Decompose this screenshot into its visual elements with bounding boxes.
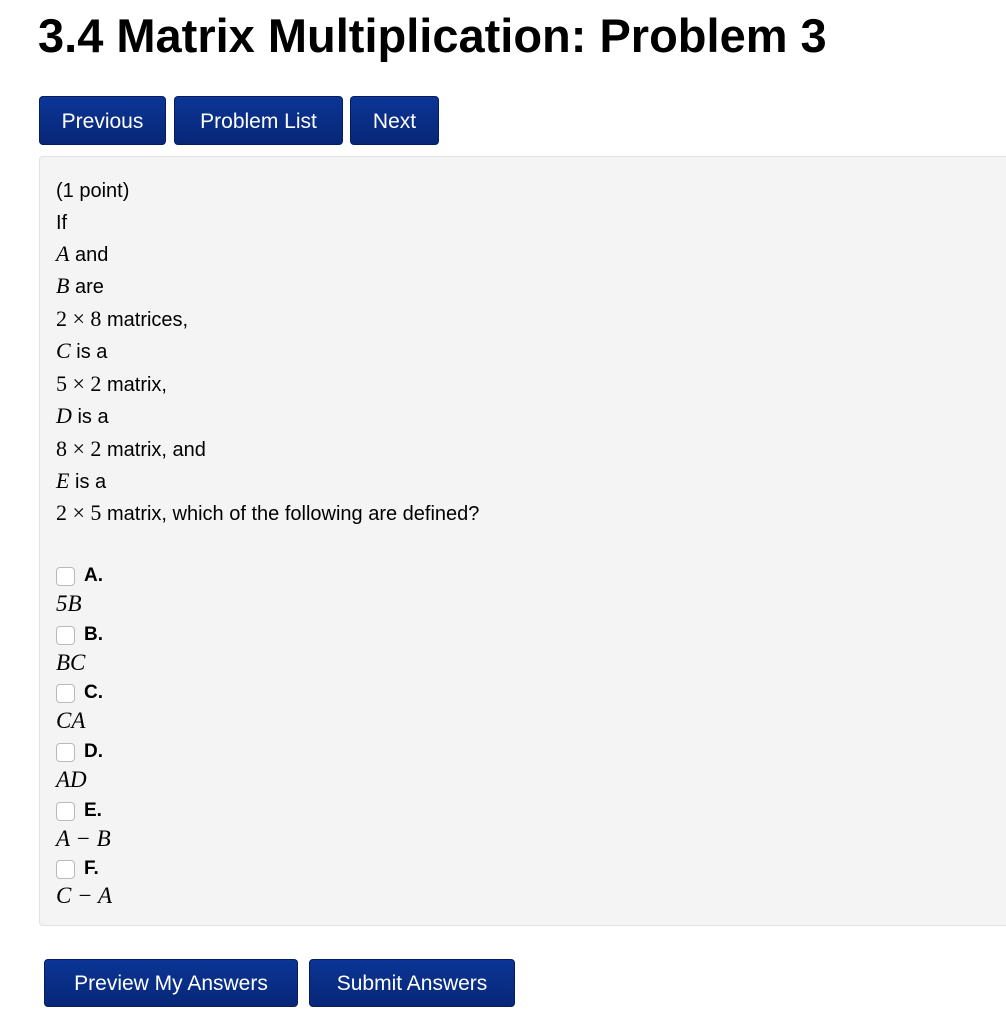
math-expression: A	[56, 241, 70, 266]
problem-text-if: If	[56, 212, 68, 234]
problem-panel	[39, 156, 1006, 926]
math-expression: E	[56, 468, 70, 493]
next-button[interactable]: Next	[350, 96, 439, 145]
math-expression: D	[56, 403, 72, 428]
problem-line: E is a	[56, 468, 107, 493]
choice-expression: CA	[56, 708, 86, 733]
problem-line: C is a	[56, 338, 108, 363]
math-expression: B	[56, 273, 70, 298]
previous-button[interactable]: Previous	[39, 96, 166, 145]
math-expression: 5 × 2	[56, 371, 102, 396]
preview-answers-button[interactable]: Preview My Answers	[44, 959, 298, 1007]
math-expression: 8 × 2	[56, 436, 102, 461]
submit-answers-button[interactable]: Submit Answers	[309, 959, 515, 1007]
choice-expression: BC	[56, 650, 86, 675]
problem-line: 5 × 2 matrix,	[56, 371, 167, 396]
choice-expression: A − B	[56, 826, 111, 851]
choice-letter: E.	[84, 800, 102, 821]
checkbox-a[interactable]	[56, 567, 75, 586]
math-expression: 2 × 5	[56, 500, 102, 525]
problem-line: 2 × 5 matrix, which of the following are defined?	[56, 500, 480, 525]
problem-line: A and	[56, 241, 109, 266]
choice-expression: 5B	[56, 591, 82, 616]
problem-list-button[interactable]: Problem List	[174, 96, 343, 145]
points-label: (1 point)	[56, 180, 130, 202]
choice-letter: B.	[84, 624, 103, 645]
choice-letter: D.	[84, 741, 103, 762]
math-expression: 2 × 8	[56, 306, 102, 331]
problem-line: D is a	[56, 403, 109, 428]
problem-line: 8 × 2 matrix, and	[56, 436, 206, 461]
choice-letter: A.	[84, 565, 103, 586]
checkbox-d[interactable]	[56, 743, 75, 762]
checkbox-e[interactable]	[56, 802, 75, 821]
math-expression: C	[56, 338, 71, 363]
checkbox-b[interactable]	[56, 626, 75, 645]
problem-line: 2 × 8 matrices,	[56, 306, 189, 331]
choice-letter: F.	[84, 858, 99, 879]
page-title: 3.4 Matrix Multiplication: Problem 3	[38, 9, 827, 62]
choice-letter: C.	[84, 682, 103, 703]
choice-expression: AD	[56, 767, 87, 792]
checkbox-f[interactable]	[56, 860, 75, 879]
problem-line: B are	[56, 273, 104, 298]
checkbox-c[interactable]	[56, 684, 75, 703]
choice-expression: C − A	[56, 883, 112, 908]
